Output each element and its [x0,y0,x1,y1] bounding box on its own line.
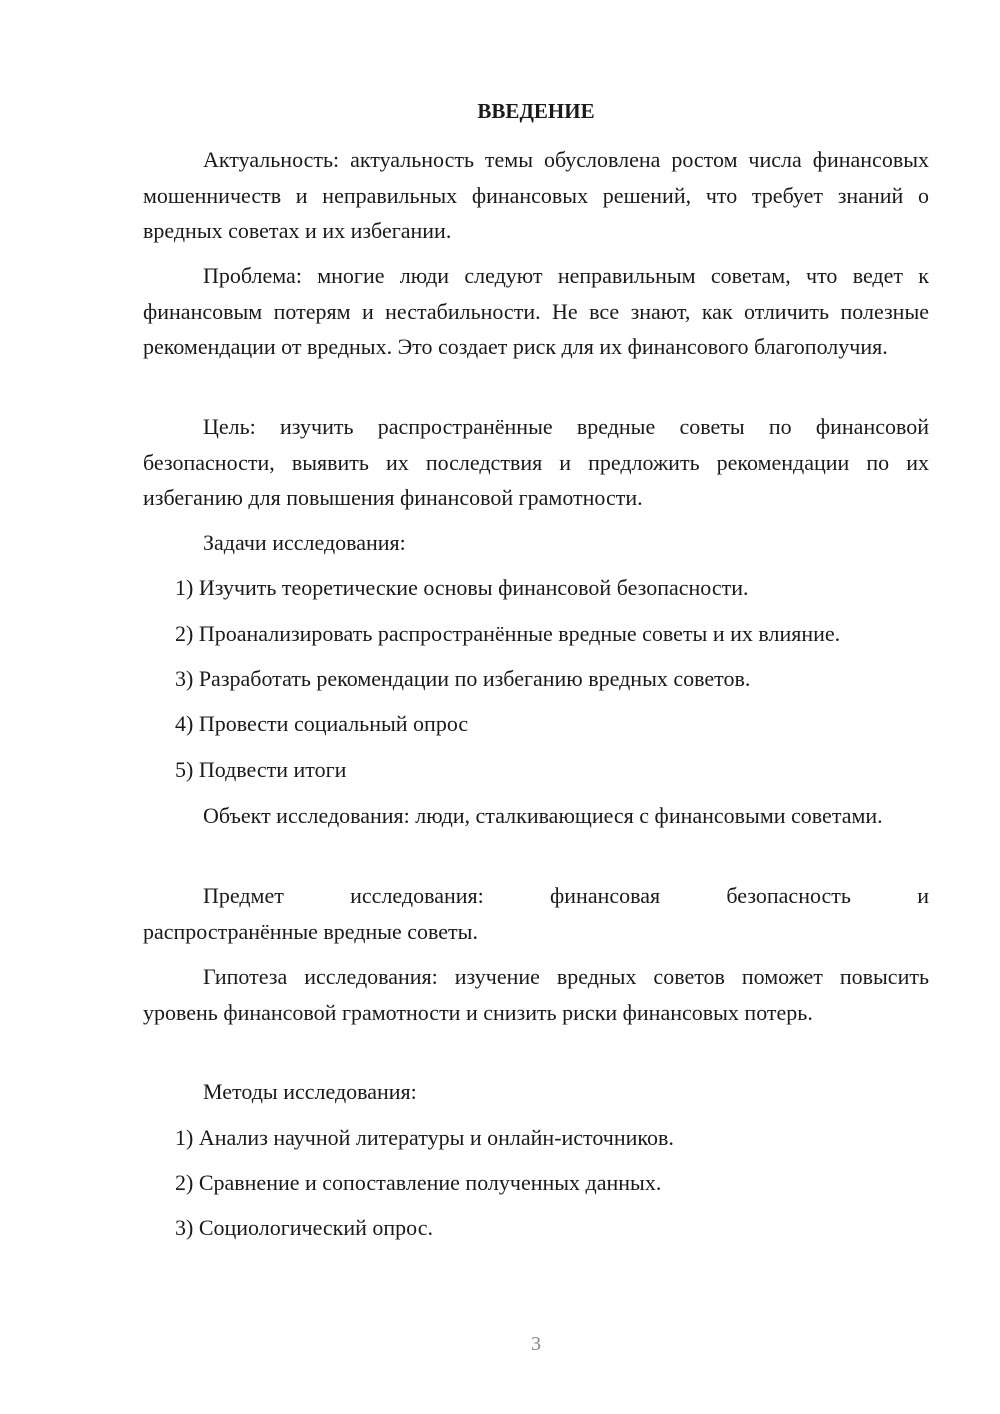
page-number: 3 [531,1333,541,1355]
subject-word: исследования: [350,883,484,908]
paragraph-subject [143,878,929,949]
paragraph-goal: Цель: изучить распространённые вредные советы по финансовой безопасности, выявить их последствия и предложить рекомендации по их избеганию для повышения финансовой грамотности. [143,414,929,510]
subject-word: Предмет [203,883,284,908]
method-item: 2) Сравнение и сопоставление полученных данных. [175,1170,662,1195]
subject-word: и [917,883,929,908]
methods-label: Методы исследования: [203,1079,417,1104]
subject-word: финансовая [550,883,661,908]
task-item: 1) Изучить теоретические основы финансовой безопасности. [175,575,749,600]
task-item: 5) Подвести итоги [175,757,347,782]
paragraph-hypothesis: Гипотеза исследования: изучение вредных советов поможет повысить уровень финансовой грамотности и снизить риски финансовых потерь. [143,964,929,1025]
section-heading: ВВЕДЕНИЕ [477,99,595,123]
subject-continuation: распространённые вредные советы. [143,918,478,944]
paragraph-problem: Проблема: многие люди следуют неправильным советам, что ведет к финансовым потерям и нестабильности. Не все знают, как отличить полезные рекомендации от вредных. Это создает риск для их финансового благополучия. [143,263,929,359]
subject-word: безопасность [726,883,851,908]
method-item: 3) Социологический опрос. [175,1215,433,1240]
task-item: 3) Разработать рекомендации по избеганию вредных советов. [175,666,751,691]
task-item: 2) Проанализировать распространённые вредные советы и их влияние. [175,621,841,646]
paragraph-relevance: Актуальность: актуальность темы обусловлена ростом числа финансовых мошенничеств и неправильных финансовых решений, что требует знаний о вредных советах и их избегании. [143,147,929,243]
paragraph-object: Объект исследования: люди, сталкивающиеся с финансовыми советами. [203,803,883,828]
task-item: 4) Провести социальный опрос [175,711,469,736]
tasks-label: Задачи исследования: [203,530,406,555]
method-item: 1) Анализ научной литературы и онлайн-источников. [175,1125,674,1150]
